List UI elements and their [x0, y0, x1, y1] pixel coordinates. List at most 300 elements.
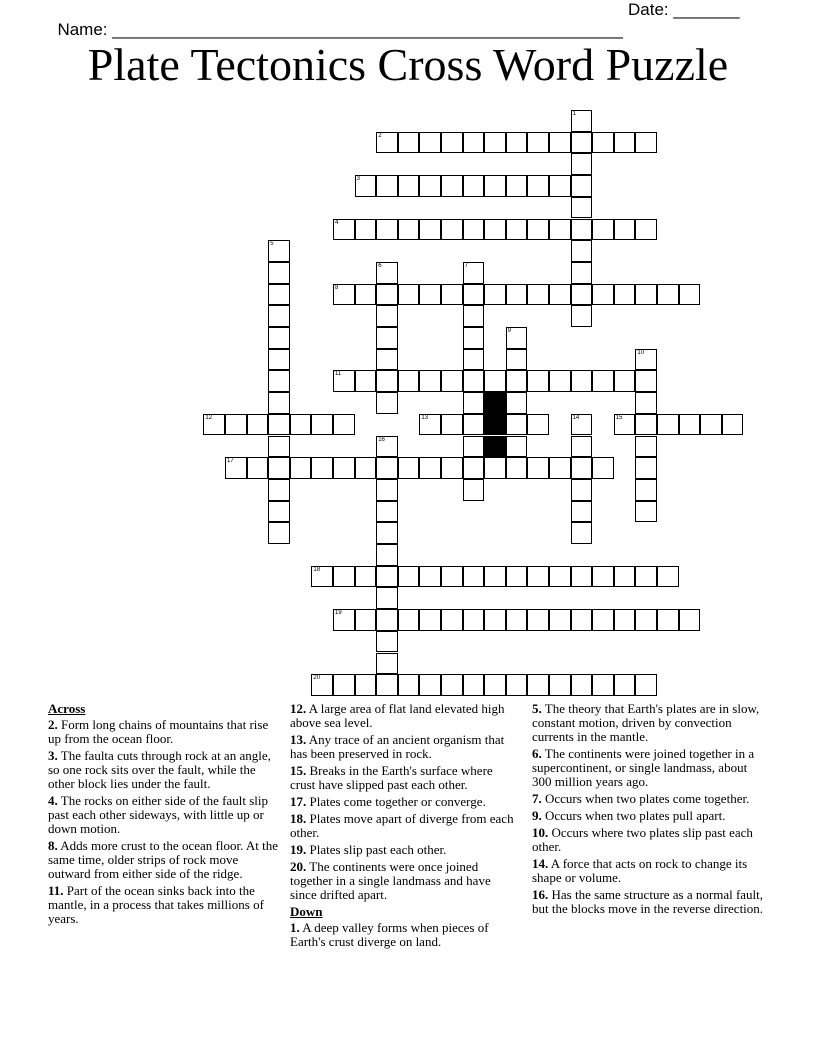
grid-cell[interactable] [463, 609, 485, 631]
clue [532, 809, 768, 823]
grid-cell[interactable] [355, 175, 377, 197]
black-square [484, 414, 506, 436]
grid-cell[interactable] [463, 305, 485, 327]
grid-cell[interactable] [506, 566, 528, 588]
grid-cell[interactable] [527, 175, 549, 197]
grid-cell[interactable] [592, 284, 614, 306]
grid-cell[interactable] [484, 457, 506, 479]
clue-number: 14. [532, 856, 549, 871]
clue-text: Occurs where two plates slip past each other. [532, 825, 753, 854]
grid-cell[interactable] [398, 132, 420, 154]
grid-cell[interactable] [484, 674, 506, 696]
grid-cell[interactable] [268, 457, 290, 479]
grid-cell[interactable] [484, 370, 506, 392]
grid-cell[interactable] [376, 653, 398, 675]
clue [532, 857, 768, 885]
grid-cell[interactable] [268, 414, 290, 436]
grid-cell[interactable] [247, 457, 269, 479]
grid-cell[interactable] [635, 566, 657, 588]
grid-cell[interactable] [376, 132, 398, 154]
clue-number: 15. [290, 763, 307, 778]
clue [290, 702, 518, 730]
clue-text: A large area of flat land elevated high above sea level. [290, 701, 505, 730]
grid-cell[interactable] [571, 132, 593, 154]
grid-cell[interactable] [571, 219, 593, 241]
grid-cell[interactable] [592, 219, 614, 241]
grid-cell[interactable] [463, 370, 485, 392]
clue-number: 6. [532, 746, 542, 761]
grid-cell[interactable] [463, 674, 485, 696]
grid-cell[interactable] [376, 436, 398, 458]
grid-cell[interactable] [355, 284, 377, 306]
grid-cell[interactable] [635, 392, 657, 414]
clue-number: 4. [48, 793, 58, 808]
clue [290, 764, 518, 792]
grid-cell[interactable] [506, 609, 528, 631]
grid-cell[interactable] [592, 609, 614, 631]
clue [290, 812, 518, 840]
grid-cell[interactable] [527, 132, 549, 154]
clue [290, 860, 518, 902]
grid-cell[interactable] [268, 349, 290, 371]
grid-cell[interactable] [376, 544, 398, 566]
clue-number: 16 [378, 436, 385, 443]
grid-cell[interactable] [635, 349, 657, 371]
grid-cell[interactable] [247, 414, 269, 436]
clue-text: A deep valley forms when pieces of Earth's crust diverge on land. [290, 920, 489, 949]
clue-text: The continents were once joined together in a single landmass and have since drifted apart. [290, 859, 491, 902]
grid-cell[interactable] [463, 262, 485, 284]
grid-cell[interactable] [333, 609, 355, 631]
grid-cell[interactable] [333, 219, 355, 241]
grid-cell[interactable] [333, 566, 355, 588]
grid-cell[interactable] [527, 457, 549, 479]
grid-cell[interactable] [571, 522, 593, 544]
grid-cell[interactable] [463, 219, 485, 241]
grid-cell[interactable] [398, 566, 420, 588]
clue-text: The faulta cuts through rock at an angle, so one rock sits over the fault, while the other block lies under the fault. [48, 748, 271, 791]
grid-cell[interactable] [592, 370, 614, 392]
clue-number: 13 [421, 414, 429, 421]
grid-cell[interactable] [376, 522, 398, 544]
grid-cell[interactable] [571, 175, 593, 197]
grid-cell[interactable] [419, 457, 441, 479]
grid-cell[interactable] [376, 349, 398, 371]
clue-number: 11 [335, 371, 342, 378]
clue-number: 17 [227, 458, 234, 465]
grid-cell[interactable] [506, 175, 528, 197]
clue [532, 747, 768, 789]
grid-cell[interactable] [463, 349, 485, 371]
grid-cell[interactable] [463, 175, 485, 197]
grid-cell[interactable] [506, 219, 528, 241]
grid-cell[interactable] [376, 479, 398, 501]
grid-cell[interactable] [571, 197, 593, 219]
grid-cell[interactable] [549, 132, 571, 154]
clue-number: 12. [290, 701, 307, 716]
grid-cell[interactable] [333, 457, 355, 479]
grid-cell[interactable] [679, 414, 701, 436]
clue-number: 5 [270, 241, 274, 248]
clue-number: 7. [532, 791, 542, 806]
grid-cell[interactable] [571, 674, 593, 696]
grid-cell[interactable] [441, 414, 463, 436]
grid-cell[interactable] [441, 457, 463, 479]
grid-cell[interactable] [484, 609, 506, 631]
clue-text: Plates come together or converge. [306, 794, 486, 809]
grid-cell[interactable] [268, 522, 290, 544]
page-title: Plate Tectonics Cross Word Puzzle [87, 39, 729, 90]
grid-cell[interactable] [506, 436, 528, 458]
clue-text: Has the same structure as a normal fault, but the blocks move in the reverse direction. [532, 887, 764, 916]
clue-number: 18. [290, 811, 307, 826]
grid-cell[interactable] [376, 219, 398, 241]
grid-cell[interactable] [441, 219, 463, 241]
grid-cell[interactable] [506, 457, 528, 479]
grid-cell[interactable] [376, 501, 398, 523]
grid-cell[interactable] [614, 674, 636, 696]
clue [48, 749, 280, 791]
grid-cell[interactable] [614, 219, 636, 241]
grid-cell[interactable] [463, 392, 485, 414]
grid-cell[interactable] [463, 132, 485, 154]
grid-cell[interactable] [355, 674, 377, 696]
grid-cell[interactable] [398, 609, 420, 631]
grid-cell[interactable] [549, 284, 571, 306]
grid-cell[interactable] [635, 457, 657, 479]
clue-number: 14 [572, 414, 580, 421]
grid-cell[interactable] [571, 414, 593, 436]
grid-cell[interactable] [463, 566, 485, 588]
grid-cell[interactable] [571, 305, 593, 327]
clue [532, 702, 768, 744]
clue-text: The theory that Earth's plates are in slow, constant motion, driven by convection currents in the mantle. [532, 701, 760, 744]
grid-cell[interactable] [463, 436, 485, 458]
grid-cell[interactable] [376, 674, 398, 696]
grid-cell[interactable] [527, 219, 549, 241]
clue-number: 19. [290, 842, 307, 857]
grid-cell[interactable] [527, 414, 549, 436]
grid-cell[interactable] [614, 132, 636, 154]
across-clue-list [48, 718, 280, 926]
grid-cell[interactable] [484, 284, 506, 306]
clue [48, 884, 280, 926]
grid-cell[interactable] [527, 284, 549, 306]
grid-cell[interactable] [441, 370, 463, 392]
clue [48, 718, 280, 746]
grid-cell[interactable] [635, 436, 657, 458]
grid-cell[interactable] [571, 370, 593, 392]
grid-cell[interactable] [571, 110, 593, 132]
down-heading: Down [290, 904, 323, 919]
grid-cell[interactable] [268, 262, 290, 284]
clue-number: 3. [48, 748, 58, 763]
grid-cell[interactable] [549, 609, 571, 631]
clue-number: 8. [48, 838, 58, 853]
grid-cell[interactable] [441, 175, 463, 197]
clue [532, 826, 768, 854]
grid-cell[interactable] [333, 370, 355, 392]
clue-number: 17. [290, 794, 307, 809]
grid-cell[interactable] [355, 609, 377, 631]
grid-cell[interactable] [398, 175, 420, 197]
clue-number: 8 [335, 284, 339, 291]
grid-cell[interactable] [635, 674, 657, 696]
grid-cell[interactable] [635, 479, 657, 501]
clue [290, 843, 518, 857]
across-heading: Across [48, 701, 86, 716]
grid-cell[interactable] [635, 414, 657, 436]
grid-cell[interactable] [268, 501, 290, 523]
grid-cell[interactable] [376, 566, 398, 588]
grid-cell[interactable] [419, 674, 441, 696]
grid-cell[interactable] [398, 457, 420, 479]
clue-number: 10. [532, 825, 549, 840]
clues-column-1 [48, 702, 280, 929]
grid-cell[interactable] [571, 240, 593, 262]
grid-cell[interactable] [571, 566, 593, 588]
grid-cell[interactable] [614, 284, 636, 306]
clue-number: 5. [532, 701, 542, 716]
grid-cell[interactable] [203, 414, 225, 436]
grid-cell[interactable] [419, 414, 441, 436]
grid-cell[interactable] [268, 392, 290, 414]
grid-cell[interactable] [527, 566, 549, 588]
grid-cell[interactable] [311, 414, 333, 436]
grid-cell[interactable] [549, 566, 571, 588]
grid-cell[interactable] [441, 674, 463, 696]
grid-cell[interactable] [463, 479, 485, 501]
grid-cell[interactable] [419, 370, 441, 392]
grid-cell[interactable] [657, 566, 679, 588]
grid-cell[interactable] [722, 414, 744, 436]
grid-cell[interactable] [311, 457, 333, 479]
grid-cell[interactable] [549, 370, 571, 392]
grid-cell[interactable] [657, 284, 679, 306]
clue-text: Occurs when two plates pull apart. [541, 808, 726, 823]
grid-cell[interactable] [527, 609, 549, 631]
grid-cell[interactable] [592, 132, 614, 154]
clue-text: Any trace of an ancient organism that has been preserved in rock. [290, 732, 505, 761]
grid-cell[interactable] [700, 414, 722, 436]
grid-cell[interactable] [679, 609, 701, 631]
clue-number: 2. [48, 717, 58, 732]
down-clue-list [290, 921, 518, 949]
clue-number: 1 [572, 111, 576, 117]
name-label[interactable]: Name: ______________________________________________________ [57, 20, 623, 39]
grid-cell[interactable] [398, 219, 420, 241]
grid-cell[interactable] [549, 457, 571, 479]
clue-text: Adds more crust to the ocean floor. At the same time, older strips of rock move outward from either side of the ridge. [48, 838, 278, 881]
grid-cell[interactable] [635, 132, 657, 154]
clue-number: 1. [290, 920, 300, 935]
grid-cell[interactable] [376, 370, 398, 392]
grid-cell[interactable] [527, 370, 549, 392]
grid-cell[interactable] [290, 457, 312, 479]
grid-cell[interactable] [571, 153, 593, 175]
grid-cell[interactable] [484, 175, 506, 197]
grid-cell[interactable] [376, 175, 398, 197]
clue-number: 9. [532, 808, 542, 823]
grid-cell[interactable] [268, 436, 290, 458]
black-square [484, 436, 506, 458]
grid-cell[interactable] [398, 370, 420, 392]
grid-cell[interactable] [419, 175, 441, 197]
grid-cell[interactable] [463, 414, 485, 436]
grid-cell[interactable] [376, 631, 398, 653]
grid-cell[interactable] [268, 327, 290, 349]
grid-cell[interactable] [355, 457, 377, 479]
grid-cell[interactable] [506, 674, 528, 696]
grid-cell[interactable] [635, 609, 657, 631]
grid-cell[interactable] [506, 349, 528, 371]
grid-cell[interactable] [549, 674, 571, 696]
clue-text: Plates move apart of diverge from each other. [290, 811, 514, 840]
grid-cell[interactable] [376, 305, 398, 327]
clue-text: Form long chains of mountains that rise up from the ocean floor. [48, 717, 269, 746]
clue-number: 7 [464, 262, 468, 269]
grid-cell[interactable] [549, 175, 571, 197]
grid-cell[interactable] [463, 284, 485, 306]
clue-text: The continents were joined together in a supercontinent, or single landmass, about 300 million years ago. [532, 746, 755, 789]
grid-cell[interactable] [376, 327, 398, 349]
grid-cell[interactable] [441, 609, 463, 631]
clue-number: 9 [507, 328, 512, 334]
grid-cell[interactable] [268, 305, 290, 327]
grid-cell[interactable] [571, 284, 593, 306]
clue [290, 733, 518, 761]
grid-cell[interactable] [614, 609, 636, 631]
grid-cell[interactable] [657, 414, 679, 436]
clue-number: 20 [313, 675, 321, 682]
grid-cell[interactable] [355, 370, 377, 392]
grid-cell[interactable] [333, 284, 355, 306]
grid-cell[interactable] [635, 284, 657, 306]
clue-number: 3 [356, 176, 360, 183]
black-square [484, 392, 506, 414]
grid-cell[interactable] [506, 327, 528, 349]
clue-number: 16. [532, 887, 549, 902]
grid-cell[interactable] [484, 566, 506, 588]
grid-cell[interactable] [290, 414, 312, 436]
across-clue-list [290, 702, 518, 902]
grid-cell[interactable] [571, 262, 593, 284]
clue-number: 13. [290, 732, 307, 747]
grid-cell[interactable] [571, 501, 593, 523]
grid-cell[interactable] [355, 219, 377, 241]
grid-cell[interactable] [614, 566, 636, 588]
grid-cell[interactable] [592, 674, 614, 696]
grid-cell[interactable] [635, 501, 657, 523]
grid-cell[interactable] [376, 457, 398, 479]
clues-column-2 [290, 702, 518, 952]
clue-number: 6 [378, 262, 382, 269]
grid-cell[interactable] [441, 284, 463, 306]
grid-cell[interactable] [398, 674, 420, 696]
grid-cell[interactable] [592, 566, 614, 588]
grid-cell[interactable] [549, 219, 571, 241]
clue [532, 888, 768, 916]
grid-cell[interactable] [463, 457, 485, 479]
grid-cell[interactable] [419, 219, 441, 241]
grid-cell[interactable] [506, 414, 528, 436]
grid-cell[interactable] [376, 392, 398, 414]
grid-cell[interactable] [463, 327, 485, 349]
grid-cell[interactable] [484, 219, 506, 241]
date-label[interactable]: Date: _______ [628, 0, 740, 19]
grid-cell[interactable] [268, 370, 290, 392]
grid-cell[interactable] [419, 284, 441, 306]
clue-number: 2 [378, 132, 382, 139]
grid-cell[interactable] [398, 284, 420, 306]
clue-number: 12 [205, 414, 213, 421]
grid-cell[interactable] [571, 436, 593, 458]
clue-text: Occurs when two plates come together. [541, 791, 750, 806]
grid-cell[interactable] [614, 370, 636, 392]
clue-text: Plates slip past each other. [306, 842, 447, 857]
grid-cell[interactable] [657, 609, 679, 631]
grid-cell[interactable] [484, 132, 506, 154]
grid-cell[interactable] [441, 566, 463, 588]
grid-cell[interactable] [376, 284, 398, 306]
grid-cell[interactable] [333, 414, 355, 436]
grid-cell[interactable] [635, 219, 657, 241]
clue [48, 839, 280, 881]
grid-cell[interactable] [614, 414, 636, 436]
grid-cell[interactable] [225, 414, 247, 436]
clue-text: A force that acts on rock to change its shape or volume. [532, 856, 748, 885]
grid-cell[interactable] [268, 240, 290, 262]
grid-cell[interactable] [571, 609, 593, 631]
grid-cell[interactable] [506, 132, 528, 154]
grid-cell[interactable] [506, 370, 528, 392]
clue-number: 18 [313, 566, 321, 573]
grid-cell[interactable] [268, 479, 290, 501]
grid-cell[interactable] [635, 370, 657, 392]
grid-cell[interactable] [571, 479, 593, 501]
grid-cell[interactable] [506, 284, 528, 306]
grid-cell[interactable] [311, 674, 333, 696]
grid-cell[interactable] [376, 587, 398, 609]
grid-cell[interactable] [506, 392, 528, 414]
clue-number: 19 [335, 610, 342, 617]
grid-cell[interactable] [355, 566, 377, 588]
grid-cell[interactable] [268, 284, 290, 306]
clue [48, 794, 280, 836]
grid-cell[interactable] [679, 284, 701, 306]
clue-text: Part of the ocean sinks back into the mantle, in a process that takes millions of years. [48, 883, 264, 926]
grid-cell[interactable] [441, 132, 463, 154]
grid-cell[interactable] [527, 674, 549, 696]
clue-number: 4 [335, 219, 339, 226]
grid-cell[interactable] [311, 566, 333, 588]
clue-number: 10 [637, 349, 645, 356]
grid-cell[interactable] [419, 566, 441, 588]
grid-cell[interactable] [419, 609, 441, 631]
clue-text: The rocks on either side of the fault slip past each other sideways, with little up or down motion. [48, 793, 268, 836]
grid-cell[interactable] [333, 674, 355, 696]
clue-number: 20. [290, 859, 307, 874]
grid-cell[interactable] [571, 457, 593, 479]
grid-cell[interactable] [592, 457, 614, 479]
clue-number: 11. [48, 883, 64, 898]
clue [290, 921, 518, 949]
grid-cell[interactable] [376, 609, 398, 631]
grid-cell[interactable] [225, 457, 247, 479]
grid-cell[interactable] [376, 262, 398, 284]
grid-cell[interactable] [419, 132, 441, 154]
clue [532, 792, 768, 806]
